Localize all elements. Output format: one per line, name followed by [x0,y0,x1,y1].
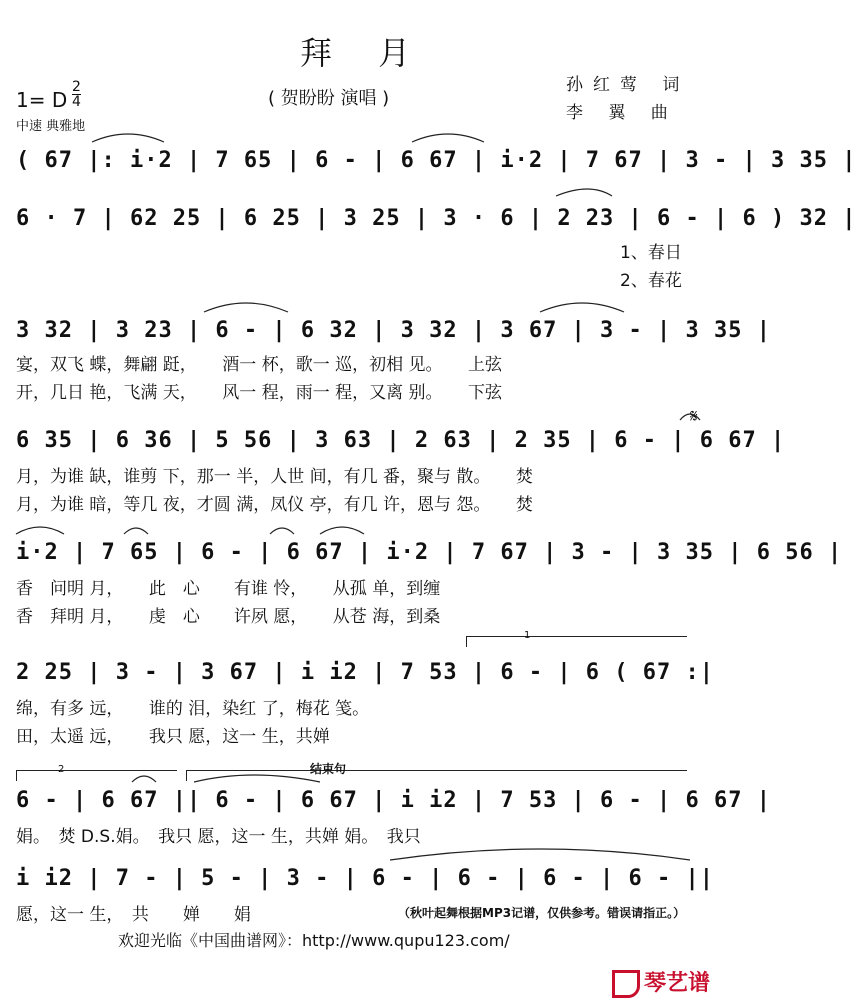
slur [680,414,700,420]
volta-number-1: 1 [524,630,531,641]
segno-sign: 𝄋 [690,406,698,427]
verse2-intro: 2、春花 [620,271,682,291]
notation-row-1: ( 67 |: i·2 | 7 65 | 6 - | 6 67 | i·2 | 7 67 | 3 - | 3 35 | [16,148,856,173]
notation-row-8: i i2 | 7 - | 5 - | 3 - | 6 - | 6 - | 6 - | 6 - || [16,866,715,891]
lyrics-row-3b: 开，几日 艳，飞满 天， 风一 程，雨一 程，又离 别。 下弦 [16,383,503,403]
logo-text: 琴艺谱 [643,971,710,996]
lyrics-row-5a: 香 问明 月， 此 心 有谁 怜， 从孤 单，到缠 [16,579,441,599]
site-logo [612,966,710,998]
slur [390,849,690,860]
transcription-note: （秋叶起舞根据MP3记谱，仅供参考。错误请指正。） [398,906,686,920]
singer: ( 贺盼盼 演唱 ) [268,88,390,109]
notation-row-2: 6 · 7 | 62 25 | 6 25 | 3 25 | 3 · 6 | 2 23 | 6 - | 6 ) 32 | [16,206,856,231]
slur [412,134,484,142]
time-top: 2 [72,79,81,95]
slur [204,303,288,312]
notation-row-4: 6 35 | 6 36 | 5 56 | 3 63 | 2 63 | 2 35 | 6 - | 6 67 | [16,428,786,453]
verse1-intro: 1、春日 [620,243,682,263]
volta-number-2: 2 [58,764,65,775]
lyrics-row-4a: 月，为谁 缺，谁剪 下，那一 半，人世 间，有几 番，聚与 散。 焚 [16,467,533,487]
slur [124,528,148,534]
lyrics-row-5b: 香 拜明 月， 虔 心 许夙 愿， 从苍 海，到桑 [16,607,441,627]
notation-row-3: 3 32 | 3 23 | 6 - | 6 32 | 3 32 | 3 67 | 3 - | 3 35 | [16,318,771,343]
tempo-marking: 中速 典雅地 [16,119,86,134]
lyrics-row-4b: 月，为谁 暗，等几 夜，才圆 满，凤仪 亭，有几 许，恩与 怨。 焚 [16,495,533,515]
slur [556,189,612,196]
notation-row-6: 2 25 | 3 - | 3 67 | i i2 | 7 53 | 6 - | 6 ( 67 :| [16,660,715,685]
lyrics-row-6b: 田，太遥 远， 我只 愿，这一 生，共婵 [16,727,330,747]
composer: 李 翼 曲 [566,103,678,123]
slur [92,134,164,142]
slur [194,775,320,782]
key-signature: 1= D [16,88,68,112]
slur [540,303,624,312]
lyrics-row-3a: 宴，双飞 蝶，舞翩 跹， 酒一 杯，歌一 巡，初相 见。 上弦 [16,355,503,375]
notation-row-7: 6 - | 6 67 || 6 - | 6 67 | i i2 | 7 53 | 6 - | 6 67 | [16,788,771,813]
footer-text: 欢迎光临《中国曲谱网》：http://www.qupu123.com/ [118,931,510,950]
lyrics-row-7: 娟。 焚 D.S.娟。 我只 愿，这一 生，共婵 娟。 我只 [16,827,421,847]
lyrics-row-6a: 绵，有多 远， 谁的 泪，染红 了，梅花 笺。 [16,699,370,719]
ending-label: 结束句 [310,762,347,776]
slur [320,527,364,534]
notation-row-5: i·2 | 7 65 | 6 - | 6 67 | i·2 | 7 67 | 3 - | 3 35 | 6 56 | [16,540,843,565]
logo-icon [612,970,640,998]
slur [270,528,294,534]
lyricist: 孙红莺 词 [566,75,690,95]
time-bottom: 4 [72,94,81,110]
slur [16,527,64,534]
page-title: 拜 月 [300,34,429,72]
lyrics-row-8: 愿，这一 生， 共 婵 娟 [16,905,251,925]
slur [132,776,156,782]
